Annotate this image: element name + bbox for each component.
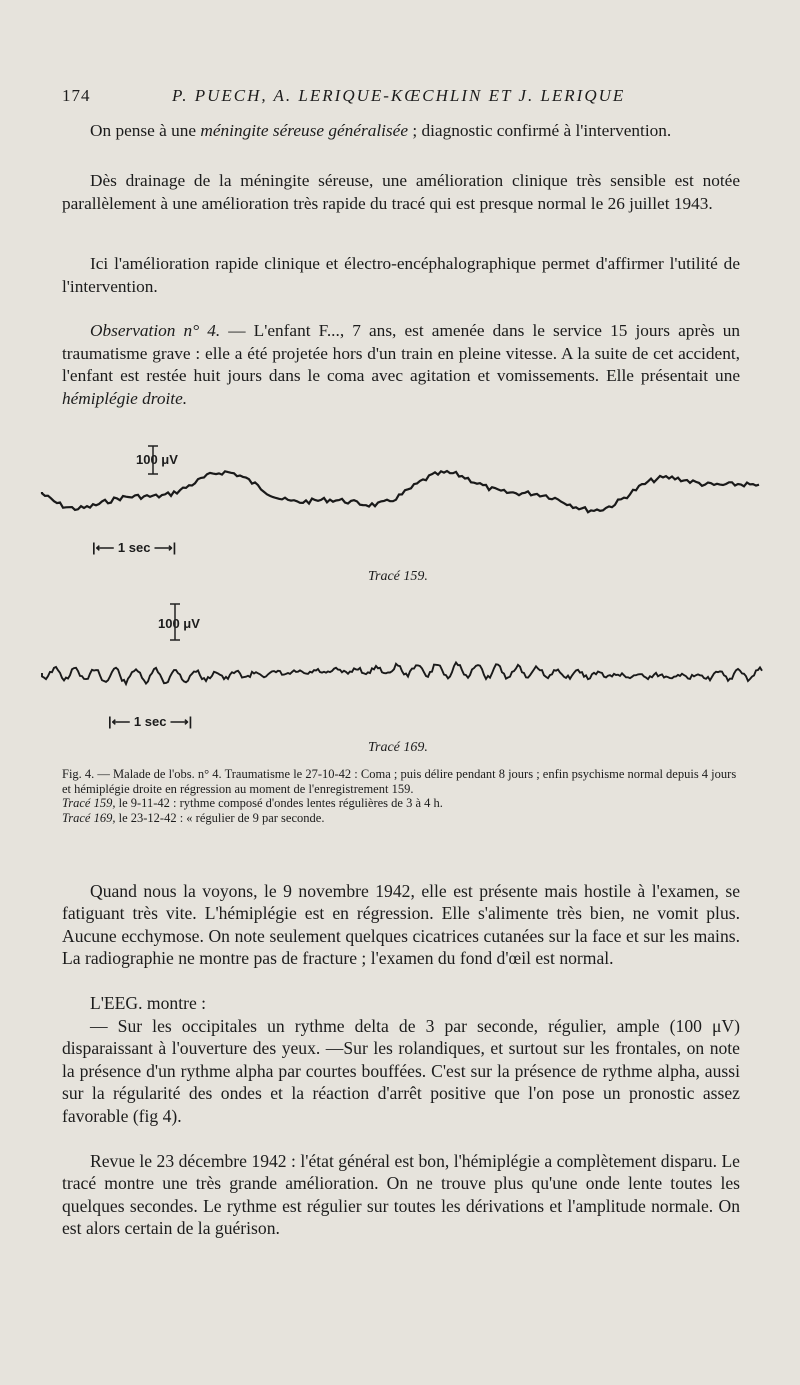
running-header [62,86,742,112]
amplitude-scale-1: 100 μV [136,452,178,467]
paragraph-conclusion: Ici l'amélioration rapide clinique et électro-encéphalographique permet d'affirmer l'utilité de l'intervention. [62,254,740,296]
observation-label: Observation n° 4. [90,321,221,340]
eeg-waveform [42,471,759,512]
time-scale-label: 1 sec [133,714,167,729]
time-scale-1: |⟵ 1 sec ⟶| [92,540,177,555]
caption-trace-label: Tracé 159, [62,796,116,810]
page-number: 174 [62,86,91,105]
paragraph-observation-4 [62,320,740,410]
trace-169-label: Tracé 169. [368,740,428,755]
running-header-authors: P. PUECH, A. LERIQUE-KŒCHLIN ET J. LERIQUE [172,86,626,105]
caption-trace-text: le 23-12-42 : « régulier de 9 par seconde. [115,810,325,825]
figure-caption [62,767,740,825]
caption-trace-label: Tracé 169, [62,810,116,825]
amplitude-scale-2: 100 μV [158,616,200,631]
caption-main: Fig. 4. — Malade de l'obs. n° 4. Traumatisme le 27-10-42 : Coma ; puis délire pendant 8 jours ; enfin psychisme normal depuis 4 jours et hémiplégie droite en régression au moment de l'enregistrement 159. [62,767,737,796]
paragraph-text: — L'enfant F..., 7 ans, est amenée dans le service 15 jours après un traumatisme grave : elle a été projetée hors d'un train en pleine vitesse. A la suite de cet accident, l'enfant est restée huit jours dans le coma avec agitation et vomissements. Elle présentait une [62,321,740,385]
paragraph-text: ; diagnostic confirmé à l'intervention. [408,121,672,140]
time-scale-label: 1 sec [117,540,151,555]
paragraph-eeg-findings: — Sur les occipitales un rythme delta de 3 par seconde, régulier, ample (100 μV) disparaissant à l'ouverture des yeux. —Sur les rolandiques, et surtout sur les frontales, on note la présence d'un rythme alpha par courtes bouffées. C'est sur la présence de rythme alpha, aussi sur la régularité des ondes et la réaction d'arrêt positive que l'on pose un pronostic assez favorable (fig 4). [62,1016,740,1126]
paragraph-diagnosis [62,120,740,143]
eeg-trace-169 [40,598,770,698]
eeg-waveform [42,663,762,685]
caption-trace-text: le 9-11-42 : rythme composé d'ondes lentes régulières de 3 à 4 h. [115,796,443,810]
time-scale-2: |⟵ 1 sec ⟶| [108,714,193,729]
paragraph-followup: Revue le 23 décembre 1942 : l'état général est bon, l'hémiplégie a complètement disparu. Le tracé montre une très grande amélioration. On ne trouve plus qu'une onde lente toutes les quelques secondes. Le rythme est régulier sur toutes les dérivations et l'amplitude normale. On est alors certain de la guérison. [62,1151,740,1239]
paragraph-examination: Quand nous la voyons, le 9 novembre 1942, elle est présente mais hostile à l'examen, se fatiguant très vite. L'hémiplégie est en régression. Elle s'alimente très bien, ne vomit plus. Aucune ecchymose. On note seulement quelques cicatrices cutanées sur la face et sur les mains. La radiographie ne montre pas de fracture ; l'examen du fond d'œil est normal. [62,881,740,969]
emphasis-text: hémiplégie droite. [62,388,188,408]
paragraph-drainage: Dès drainage de la méningite séreuse, une amélioration clinique très sensible est notée parallèlement à une amélioration très rapide du tracé qui est presque normal le 26 juillet 1943. [62,171,740,213]
trace-159-label: Tracé 159. [368,569,428,584]
paragraph-text: On pense à une [90,121,201,140]
eeg-trace-159 [40,440,770,530]
emphasis-text: méningite séreuse généralisée [200,121,409,140]
paragraph-eeg-heading: L'EEG. montre : [90,993,207,1013]
